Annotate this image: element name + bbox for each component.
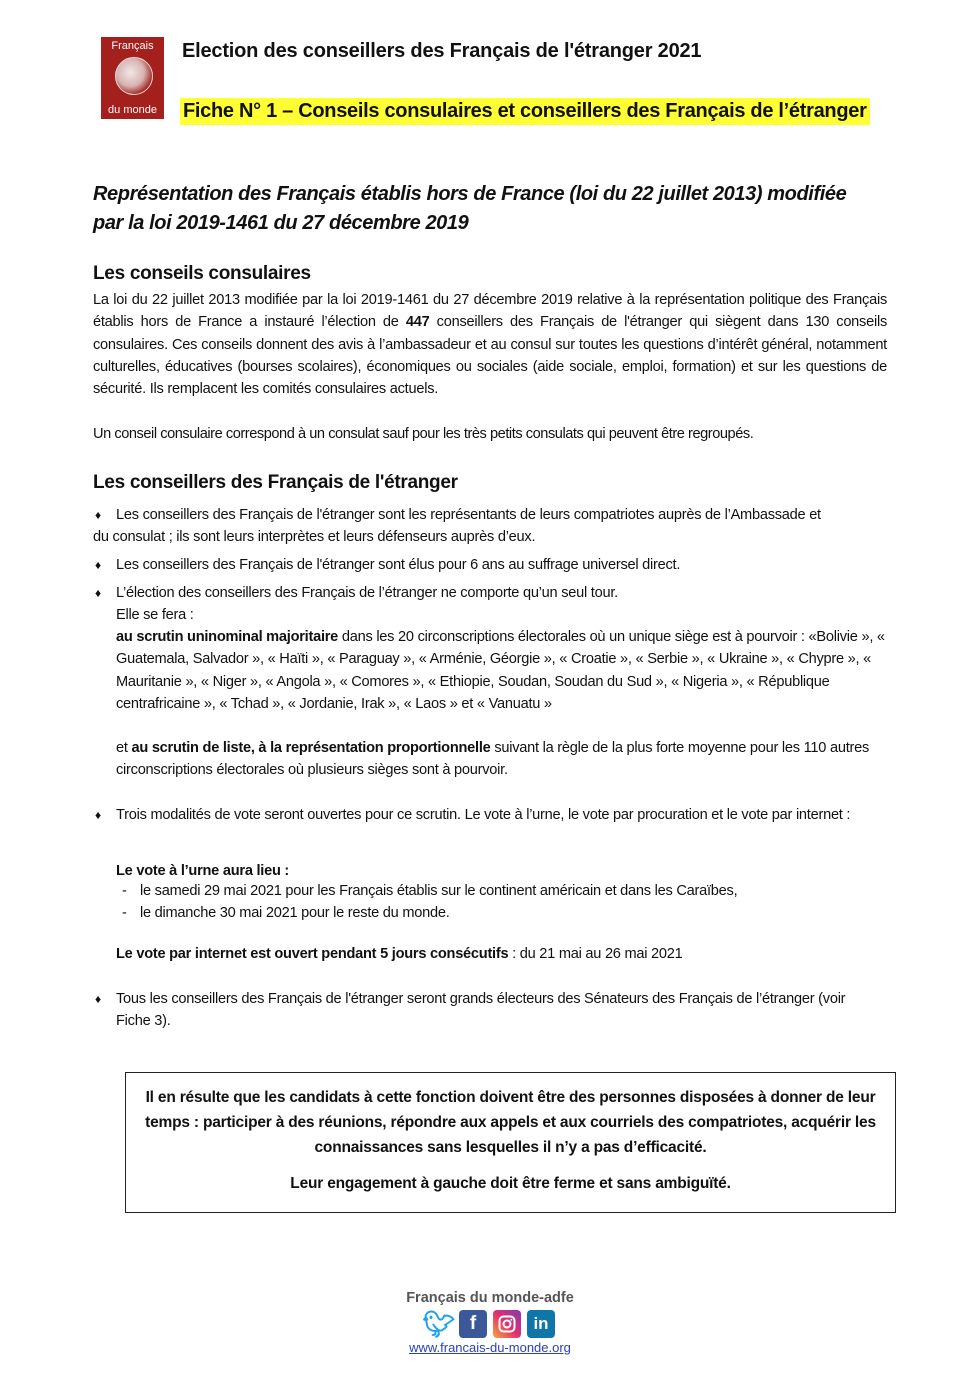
text: et [116, 740, 132, 756]
diamond-bullet-icon: ♦ [95, 508, 101, 522]
text: : du 21 mai au 26 mai 2021 [508, 946, 683, 962]
logo-bottom-text: du monde [108, 104, 157, 116]
section1-paragraph-2: Un conseil consulaire correspond à un consulat sauf pour les très petits consulats qui peuvent être regroupés. [93, 426, 754, 442]
logo-top-text: Français [111, 40, 154, 52]
bullet-item [93, 804, 868, 826]
footer-org: Français du monde-adfe [406, 1290, 574, 1306]
callout-paragraph: Il en résulte que les candidats à cette fonction doivent être des personnes disposées à donner de leur temps : participer à des réunions, répondre aux appels et aux courriels des compatriotes, acquérir les connaissances sans lesquelles il n’y a pas d’efficacité. [145, 1089, 876, 1156]
bullet-item [93, 988, 868, 1033]
callout-paragraph-2: Leur engagement à gauche doit être ferme et sans ambiguïté. [290, 1175, 731, 1192]
countries-list: dans les 20 circonscriptions électorales où un unique siège est à pourvoir : «Bolivie », « Guatemala, Salvador », « Haïti », « Paraguay », « Arménie, Géorgie », « Croatie », « Serbie », « Ukraine », « Chypre », « Mauritanie », « Niger », « Angola », « Comores », « Ethiopie, Soudan, Soudan du Sud », « Nigeria », « République centrafricaine », « Tchad », « Jordanie, Irak », « Laos » et « Vanuatu » [116, 629, 885, 712]
bullet-text: Tous les conseillers des Français de l'étranger seront grands électeurs des Sénateurs des Français de l’étranger (voir Fiche 3). [116, 991, 846, 1030]
website-link[interactable]: www.francais-du-monde.org [409, 1340, 571, 1355]
bullet-item [93, 554, 893, 576]
facebook-icon[interactable]: f [459, 1310, 487, 1338]
bold-text: au scrutin de liste, à la représentation proportionnelle [131, 740, 491, 756]
footer [380, 1290, 600, 1355]
bullet-item [93, 504, 833, 549]
main-title [93, 180, 893, 238]
header-title: Election des conseillers des Français de l'étranger 2021 [182, 40, 702, 62]
diamond-bullet-icon: ♦ [95, 558, 101, 572]
social-icons [380, 1310, 600, 1338]
instagram-icon[interactable] [493, 1310, 521, 1338]
bullet-text: Les conseillers des Français de l'étranger sont élus pour 6 ans au suffrage universel direct. [116, 557, 681, 573]
para-text: La loi du 22 juillet 2013 modifiée par la loi 2019-1461 du 27 décembre 2019 relative à la représentation politique des Français établis hors de France a instauré l’élection de [93, 292, 887, 331]
twitter-icon[interactable]: 🐦︎ [422, 1308, 456, 1339]
urne-heading: Le vote à l’urne aura lieu : [116, 863, 290, 879]
diamond-bullet-icon: ♦ [95, 808, 101, 822]
para-text: conseillers des Français de l'étranger qui siègent dans 130 conseils consulaires. Ces conseils donnent des avis à l’ambassadeur et au consul sur toutes les questions d’intérêt général, notamment culturelles, éducatives (bourses scolaires), économiques ou sociales (aide sociale, emploi, formation) et sur les questions de sécurité. Ils remplacent les comités consulaires actuels. [93, 314, 887, 398]
scrutin-uninominal [116, 626, 891, 715]
section-heading-conseillers: Les conseillers des Français de l'étranger [93, 472, 458, 493]
diamond-bullet-icon: ♦ [95, 586, 101, 600]
main-title-line1: Représentation des Français établis hors de France (loi du 22 juillet 2013) modifiée [93, 183, 847, 205]
fiche-title: Fiche N° 1 – Conseils consulaires et conseillers des Français de l’étranger [180, 98, 870, 125]
internet-vote [116, 943, 891, 965]
para-count: 447 [405, 314, 430, 331]
linkedin-icon[interactable]: in [527, 1310, 555, 1338]
diamond-bullet-icon: ♦ [95, 992, 101, 1006]
bold-text: au scrutin uninominal majoritaire [116, 629, 339, 645]
urne-item-text: le samedi 29 mai 2021 pour les Français établis sur le continent américain et dans les Caraïbes, [140, 883, 738, 899]
bullet-text: Les conseillers des Français de l'étranger sont les représentants de leurs compatriotes auprès de l’Ambassade et du consulat ; ils sont leurs interprètes et leurs défenseurs auprès d’eux. [93, 507, 821, 546]
text: suivant la règle de la plus forte moyenne pour les 110 autres circonscriptions électorales où plusieurs sièges sont à pourvoir. [116, 740, 870, 779]
urne-item: - le samedi 29 mai 2021 pour les Français établis sur le continent américain et dans les Caraïbes, [122, 883, 738, 899]
bold-text: Le vote par internet est ouvert pendant 5 jours consécutifs [116, 946, 509, 962]
scrutin-liste [116, 737, 891, 782]
urne-item-text: le dimanche 30 mai 2021 pour le reste du monde. [140, 905, 450, 921]
bullet-text: L’élection des conseillers des Français de l’étranger ne comporte qu’un seul tour. [116, 585, 618, 601]
section-heading-conseils-consulaires: Les conseils consulaires [93, 263, 311, 284]
bullet-text: Trois modalités de vote seront ouvertes pour ce scrutin. Le vote à l’urne, le vote par procuration et le vote par internet : [116, 807, 851, 823]
main-title-line2: par la loi 2019-1461 du 27 décembre 2019 [93, 212, 469, 234]
bullet-item [93, 582, 893, 604]
elle-se-fera: Elle se fera : [116, 607, 194, 623]
callout-box [125, 1072, 896, 1213]
globe-icon [115, 57, 153, 95]
francais-du-monde-logo [101, 37, 164, 119]
urne-item: - le dimanche 30 mai 2021 pour le reste du monde. [122, 905, 450, 921]
section1-paragraph [93, 289, 887, 400]
